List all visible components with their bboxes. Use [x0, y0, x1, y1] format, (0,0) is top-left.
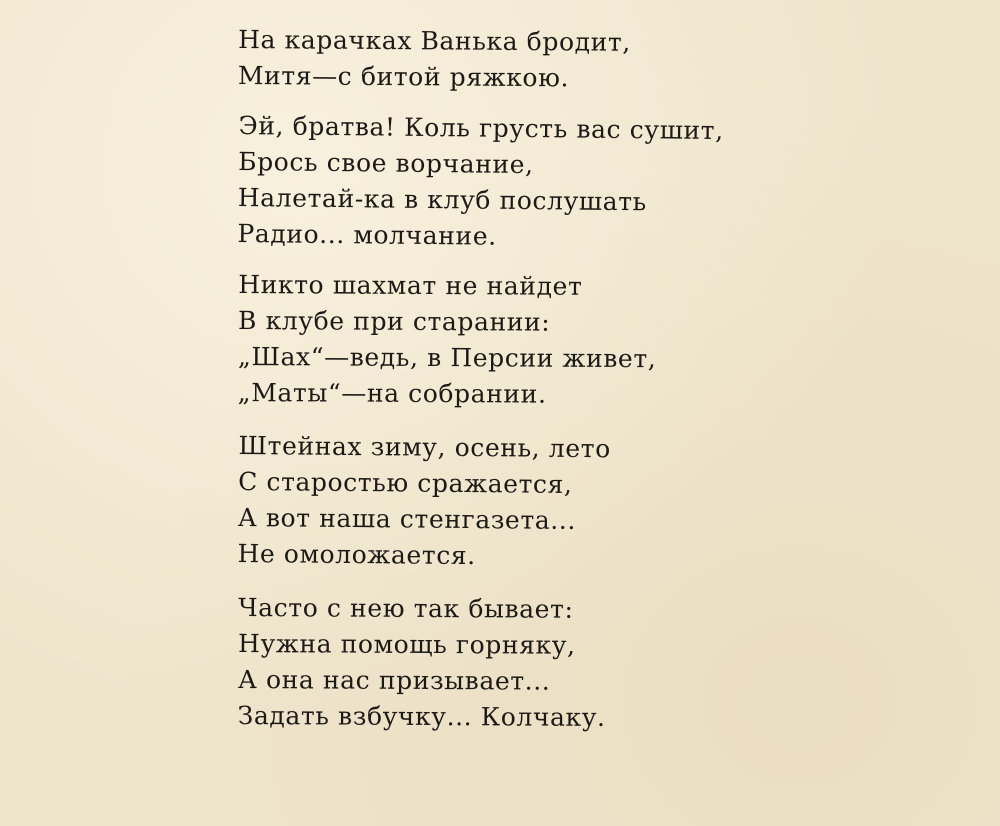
poem-line: На карачках Ванька бродит, [238, 25, 631, 57]
poem-line: Не омоложается. [237, 538, 476, 571]
poem-line: „Шах“—ведь, в Персии живет, [237, 341, 657, 374]
poem-line: А она нас призывает... [237, 664, 551, 696]
poem [238, 22, 938, 734]
poem-line: „Маты“—на собрании. [237, 377, 547, 409]
poem-line: Часто с нею так бывает: [238, 593, 574, 624]
poem-line: Брось свое ворчание, [238, 147, 534, 180]
poem-line: В клубе при старании: [238, 306, 551, 337]
poem-line: А вот наша стенгазета... [237, 502, 577, 535]
stanza-3 [238, 267, 939, 415]
poem-line: С старостью сражается, [238, 467, 573, 499]
poem-line: Митя—с битой ряжкою. [237, 60, 570, 93]
poem-line: Эй, братва! Коль грусть вас сушит, [238, 111, 724, 146]
poem-line: Никто шахмат не найдет [238, 270, 583, 301]
stanza-1 [238, 22, 938, 99]
stanza-2 [237, 108, 938, 259]
poem-line: Радио... молчание. [237, 218, 497, 251]
poem-line: Штейнах зиму, осень, лето [238, 431, 611, 464]
poem-line: Нужна помощь горняку, [238, 629, 576, 660]
stanza-4 [237, 428, 938, 578]
poem-line: Налетай-ка в клуб послушать [237, 182, 647, 217]
stanza-5 [238, 590, 939, 738]
poem-line: Задать взбучку... Колчаку. [237, 700, 606, 732]
